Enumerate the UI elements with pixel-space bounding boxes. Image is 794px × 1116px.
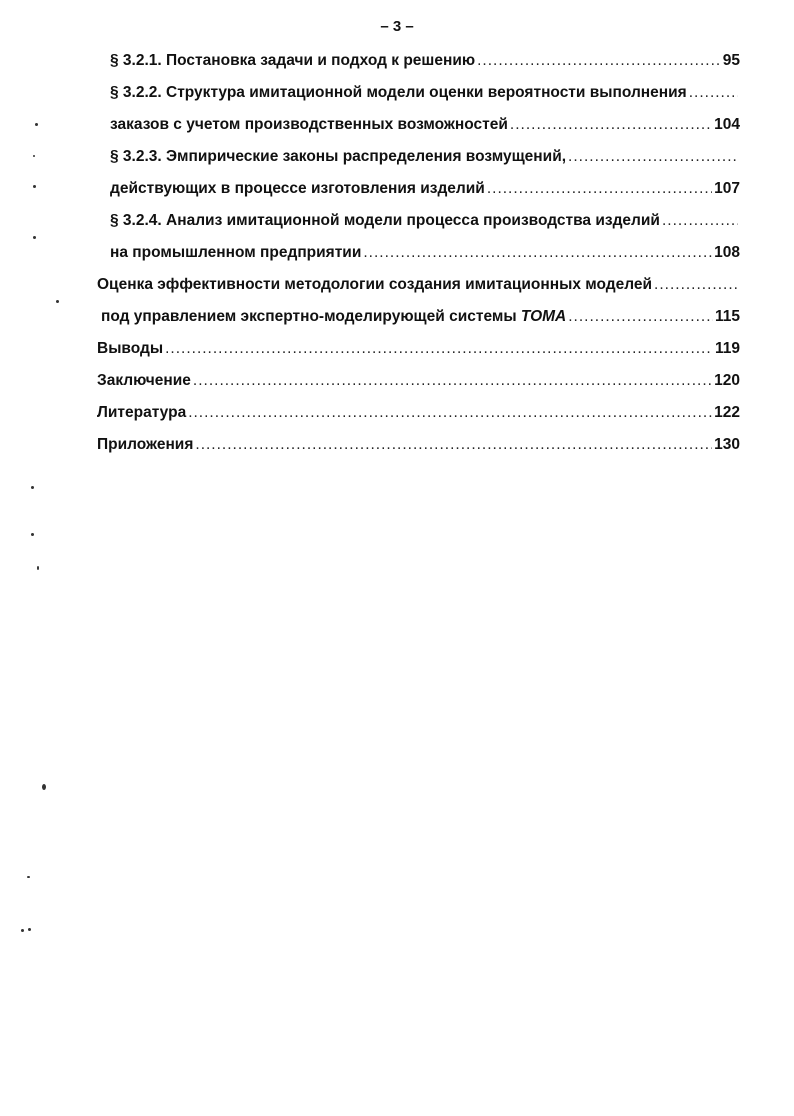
dot-leader bbox=[568, 148, 738, 166]
system-name: TOMA bbox=[520, 308, 567, 325]
scan-speck bbox=[35, 123, 38, 126]
toc-entry-appendices[interactable] bbox=[97, 436, 740, 458]
scan-speck bbox=[33, 236, 36, 239]
scan-speck bbox=[21, 929, 24, 932]
toc-entry-page: 119 bbox=[714, 340, 740, 357]
toc-entry-page: 95 bbox=[722, 52, 740, 69]
toc-entry-title: Литература bbox=[97, 404, 187, 421]
dot-leader bbox=[188, 404, 712, 422]
toc-entry-3-2-1[interactable] bbox=[110, 52, 740, 74]
toc-entry-page: 115 bbox=[714, 308, 740, 325]
toc-entry-title: Выводы bbox=[97, 340, 164, 357]
toc-entry-title: § 3.2.2. Структура имитационной модели оценки вероятности выполнения bbox=[110, 84, 687, 101]
toc-entry-page: 107 bbox=[714, 180, 740, 197]
toc-entry-title: Оценка эффективности методологии создания имитационных моделей bbox=[97, 276, 653, 293]
dot-leader bbox=[477, 52, 721, 70]
toc-entry-page: 104 bbox=[714, 116, 740, 133]
scan-speck bbox=[31, 486, 34, 489]
scan-speck bbox=[31, 533, 34, 536]
toc-entry-3-2-3[interactable] bbox=[110, 148, 740, 170]
dot-leader bbox=[568, 308, 713, 326]
scan-speck bbox=[33, 155, 35, 157]
dot-leader bbox=[654, 276, 738, 294]
scan-speck bbox=[56, 300, 59, 303]
dot-leader bbox=[165, 340, 713, 358]
dot-leader bbox=[689, 84, 738, 102]
toc-entry-title: Приложения bbox=[97, 436, 194, 453]
scan-speck bbox=[33, 185, 36, 188]
dot-leader bbox=[363, 244, 712, 262]
toc-entry-page: 130 bbox=[714, 436, 740, 453]
dot-leader bbox=[193, 372, 712, 390]
toc-entry-title: Заключение bbox=[97, 372, 191, 389]
toc-entry-summary[interactable] bbox=[97, 372, 740, 394]
toc-entry-title: § 3.2.4. Анализ имитационной модели процесса производства изделий bbox=[110, 212, 660, 229]
toc-entry-3-2-3-cont[interactable] bbox=[110, 180, 740, 202]
toc-entry-title: под управлением экспертно-моделирующей системы TOMA bbox=[101, 308, 567, 325]
toc-entry-title: заказов с учетом производственных возможностей bbox=[110, 116, 508, 133]
dot-leader bbox=[510, 116, 712, 134]
toc-entry-3-2-2-cont[interactable] bbox=[110, 116, 740, 138]
toc-entry-title: действующих в процессе изготовления изделий bbox=[110, 180, 485, 197]
toc-entry-evaluation[interactable] bbox=[97, 276, 740, 298]
scan-speck bbox=[42, 784, 46, 790]
toc-entry-page: 108 bbox=[714, 244, 740, 261]
toc-entry-page: 122 bbox=[714, 404, 740, 421]
dot-leader bbox=[662, 212, 738, 230]
scan-speck bbox=[37, 566, 39, 570]
toc-entry-title: § 3.2.1. Постановка задачи и подход к решению bbox=[110, 52, 476, 69]
toc-entry-3-2-4[interactable] bbox=[110, 212, 740, 234]
toc-entry-title: § 3.2.3. Эмпирические законы распределения возмущений, bbox=[110, 148, 567, 165]
toc-entry-page: 120 bbox=[714, 372, 740, 389]
toc-entry-3-2-2[interactable] bbox=[110, 84, 740, 106]
dot-leader bbox=[195, 436, 712, 454]
dot-leader bbox=[487, 180, 712, 198]
toc-entry-conclusions[interactable] bbox=[97, 340, 740, 362]
scan-speck bbox=[27, 876, 30, 878]
scan-speck bbox=[28, 928, 31, 931]
toc-entry-3-2-4-cont[interactable] bbox=[110, 244, 740, 266]
toc-entry-literature[interactable] bbox=[97, 404, 740, 426]
toc-entry-title: на промышленном предприятии bbox=[110, 244, 362, 261]
toc-entry-evaluation-cont[interactable] bbox=[101, 308, 740, 330]
page-number: – 3 – bbox=[380, 18, 414, 35]
